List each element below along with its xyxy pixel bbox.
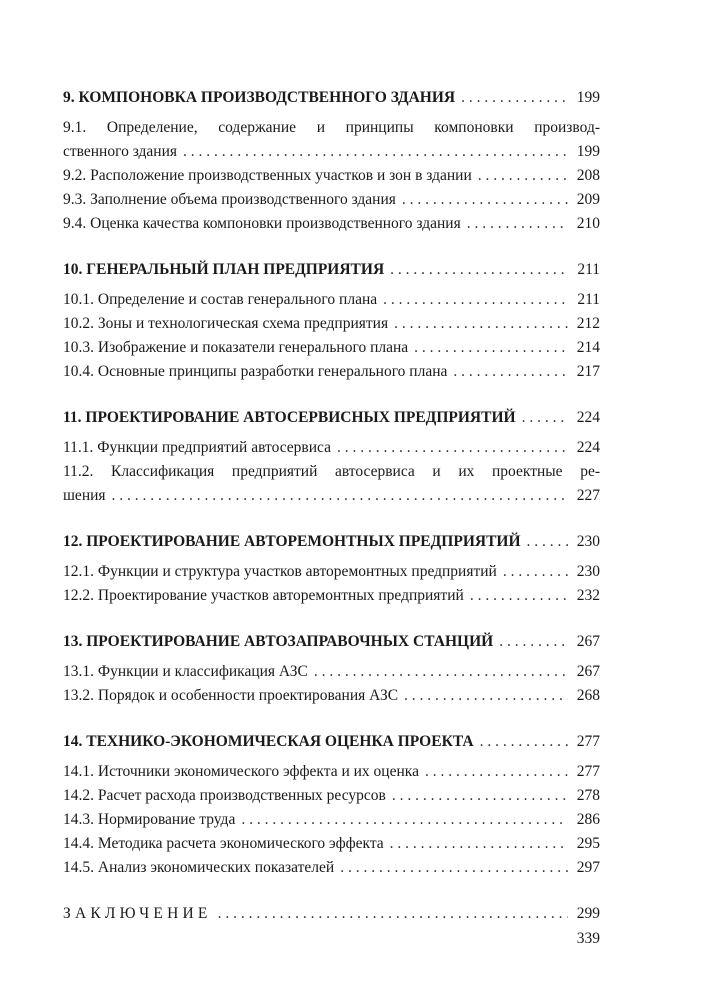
dot-leader: [425, 760, 568, 784]
chapter-heading-page: 267: [576, 633, 600, 650]
toc-entry: [63, 784, 600, 808]
dot-leader: [522, 406, 568, 430]
toc-entry: [63, 312, 600, 336]
chapter-heading: [63, 258, 600, 282]
toc-entry-page: 217: [576, 363, 600, 380]
toc-entry: [63, 436, 600, 460]
dot-leader: [480, 730, 568, 754]
toc-entry-page: 199: [576, 143, 600, 160]
toc-entry-title: 14.2. Расчет расхода производственных ресурсов: [63, 787, 386, 804]
toc-entry-title: 10.2. Зоны и технологическая схема предприятия: [63, 315, 389, 332]
toc-entry-title: ственного здания: [63, 143, 178, 160]
toc-entry-page: 295: [576, 835, 600, 852]
chapter-heading-title: 14. ТЕХНИКО-ЭКОНОМИЧЕСКАЯ ОЦЕНКА ПРОЕКТА: [63, 733, 474, 750]
toc-entry-page: 286: [576, 811, 600, 828]
chapter-heading-page: 211: [577, 261, 600, 278]
toc-entry-first-line: 11.2. Классификация предприятий автосервиса и их проектные ре-: [63, 463, 600, 480]
chapter-block: [63, 730, 600, 880]
dot-leader: [390, 258, 568, 282]
dot-leader: [337, 436, 568, 460]
toc-entry-page: 267: [576, 663, 600, 680]
chapter-heading-title: 12. ПРОЕКТИРОВАНИЕ АВТОРЕМОНТНЫХ ПРЕДПРИЯТИЙ: [63, 533, 521, 550]
toc-entry: [63, 336, 600, 360]
dot-leader: [402, 188, 568, 212]
chapter-heading-title: 13. ПРОЕКТИРОВАНИЕ АВТОЗАПРАВОЧНЫХ СТАНЦИЙ: [63, 633, 494, 650]
toc-entry-page: 208: [576, 167, 600, 184]
chapter-block: [63, 258, 600, 384]
toc-entry-title: 10.3. Изображение и показатели генерального плана: [63, 339, 409, 356]
toc-entry-title: 12.2. Проектирование участков авторемонтных предприятий: [63, 587, 464, 604]
chapter-block: [63, 630, 600, 708]
chapter-heading-page: 230: [576, 533, 600, 550]
chapter-block: [63, 406, 600, 508]
toc-entry-page: 297: [576, 859, 600, 876]
chapter-heading: [63, 406, 600, 430]
conclusion-title: ЗАКЛЮЧЕНИЕ: [63, 905, 212, 922]
toc-entry: [63, 760, 600, 784]
toc-entry-page: 232: [576, 587, 600, 604]
toc-entry: [63, 684, 600, 708]
toc-entry-title: 10.1. Определение и состав генерального плана: [63, 291, 378, 308]
toc-entry-first-line: 9.1. Определение, содержание и принципы компоновки производ-: [63, 119, 600, 136]
conclusion-block: [63, 902, 600, 926]
dot-leader: [470, 584, 568, 608]
toc-entry-title: 9.3. Заполнение объема производственного здания: [63, 191, 396, 208]
toc-entry: [63, 584, 600, 608]
toc-entry-page: 209: [576, 191, 600, 208]
dot-leader: [112, 484, 568, 508]
chapter-heading-page: 224: [576, 409, 600, 426]
toc-entry-page: 211: [577, 291, 600, 308]
toc-entry-title: 13.2. Порядок и особенности проектирования АЗС: [63, 687, 399, 704]
chapter-block: [63, 530, 600, 608]
page-number: 339: [576, 930, 600, 947]
dot-leader: [340, 856, 568, 880]
dot-leader: [218, 902, 568, 926]
toc-entry-page: 214: [576, 339, 600, 356]
toc-entry: [63, 808, 600, 832]
toc-entry-page: 212: [576, 315, 600, 332]
toc-entry: [63, 288, 600, 312]
toc-entry-page: 210: [576, 215, 600, 232]
toc-entry-title: 14.3. Нормирование труда: [63, 811, 236, 828]
toc-entry: [63, 832, 600, 856]
chapter-heading-title: 9. КОМПОНОВКА ПРОИЗВОДСТВЕННОГО ЗДАНИЯ: [63, 89, 456, 106]
dot-leader: [383, 288, 568, 312]
toc-entry-title: 11.1. Функции предприятий автосервиса: [63, 439, 331, 456]
chapter-heading: [63, 730, 600, 754]
toc-entry: [63, 660, 600, 684]
toc-entry: [63, 484, 600, 508]
chapter-heading-page: 199: [576, 89, 600, 106]
chapter-heading: [63, 86, 600, 110]
toc-entry: [63, 188, 600, 212]
conclusion: [63, 902, 600, 926]
dot-leader: [404, 684, 568, 708]
toc-entry-title: 14.5. Анализ экономических показателей: [63, 859, 335, 876]
toc-entry-title: 9.2. Расположение производственных участков и зон в здании: [63, 167, 472, 184]
dot-leader: [478, 164, 568, 188]
dot-leader: [467, 212, 568, 236]
dot-leader: [183, 140, 568, 164]
dot-leader: [503, 560, 568, 584]
dot-leader: [241, 808, 568, 832]
chapter-heading: [63, 530, 600, 554]
chapter-heading-page: 277: [576, 733, 600, 750]
toc-entry-title: шения: [63, 487, 106, 504]
dot-leader: [392, 784, 568, 808]
toc-entry-page: 268: [576, 687, 600, 704]
chapter-heading-title: 11. ПРОЕКТИРОВАНИЕ АВТОСЕРВИСНЫХ ПРЕДПРИЯТИЙ: [63, 409, 516, 426]
dot-leader: [414, 336, 568, 360]
toc-entry-page: 227: [576, 487, 600, 504]
toc-entry-title: 14.1. Источники экономического эффекта и их оценка: [63, 763, 419, 780]
dot-leader: [453, 360, 568, 384]
conclusion-page: 299: [576, 905, 600, 922]
toc-entry-title: 12.1. Функции и структура участков авторемонтных предприятий: [63, 563, 497, 580]
chapter-block: [63, 86, 600, 236]
table-of-contents: [63, 86, 600, 926]
toc-entry-title: 10.4. Основные принципы разработки генерального плана: [63, 363, 448, 380]
toc-entry: [63, 212, 600, 236]
toc-entry-page: 224: [576, 439, 600, 456]
chapter-heading: [63, 630, 600, 654]
toc-entry-title: 9.4. Оценка качества компоновки производственного здания: [63, 215, 461, 232]
toc-entry-page: 278: [576, 787, 600, 804]
toc-entry: [63, 856, 600, 880]
dot-leader: [314, 660, 568, 684]
toc-entry: [63, 360, 600, 384]
dot-leader: [390, 832, 568, 856]
dot-leader: [527, 530, 568, 554]
toc-entry: [63, 140, 600, 164]
dot-leader: [461, 86, 568, 110]
dot-leader: [499, 630, 568, 654]
dot-leader: [394, 312, 568, 336]
toc-entry-page: 277: [576, 763, 600, 780]
toc-entry-page: 230: [576, 563, 600, 580]
toc-entry-title: 13.1. Функции и классификация АЗС: [63, 663, 308, 680]
chapter-heading-title: 10. ГЕНЕРАЛЬНЫЙ ПЛАН ПРЕДПРИЯТИЯ: [63, 261, 385, 278]
toc-entry: [63, 560, 600, 584]
toc-entry: [63, 164, 600, 188]
toc-entry-title: 14.4. Методика расчета экономического эффекта: [63, 835, 384, 852]
